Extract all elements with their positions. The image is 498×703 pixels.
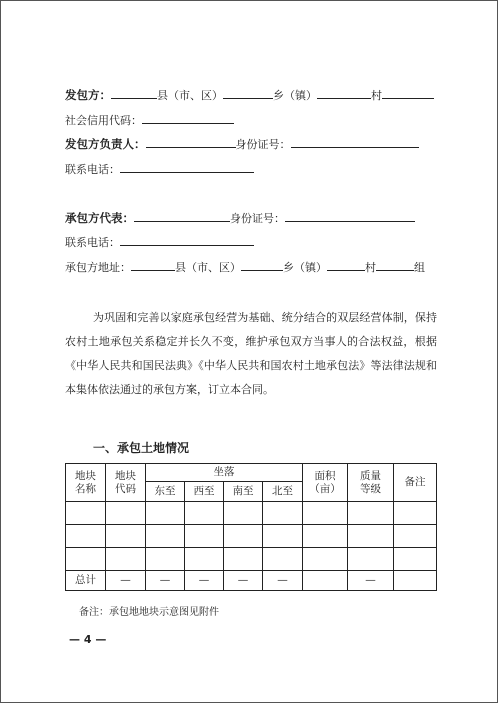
cell[interactable]	[106, 525, 146, 548]
table-row	[66, 525, 437, 548]
table-total-row	[66, 571, 437, 591]
total-dash: —	[106, 571, 146, 591]
cell[interactable]	[146, 548, 185, 571]
page-number: — 4 —	[69, 633, 107, 646]
cell[interactable]	[394, 548, 437, 571]
blank-c-group[interactable]	[376, 259, 414, 271]
blank-c-village[interactable]	[327, 259, 365, 271]
cell[interactable]	[146, 525, 185, 548]
blank-issuer-rep[interactable]	[146, 136, 236, 148]
cell[interactable]	[224, 548, 263, 571]
total-area-cell[interactable]	[303, 571, 348, 591]
cell[interactable]	[66, 502, 106, 525]
issuer-rep-label: 发包方负责人：	[65, 137, 146, 151]
c-group-label: 组	[414, 261, 425, 274]
c-county-label: 县（市、区）	[175, 261, 241, 274]
table-row	[66, 548, 437, 571]
contractor-phone-label: 联系电话：	[65, 236, 120, 249]
cell[interactable]	[185, 525, 224, 548]
blank-credit-code[interactable]	[142, 112, 234, 124]
cell[interactable]	[263, 525, 303, 548]
blank-c-township[interactable]	[241, 259, 283, 271]
cell[interactable]	[224, 525, 263, 548]
cell[interactable]	[146, 502, 185, 525]
blank-township[interactable]	[223, 87, 273, 99]
cell[interactable]	[303, 525, 348, 548]
village-label: 村	[371, 89, 382, 102]
blank-issuer-id[interactable]	[291, 136, 419, 148]
issuer-label: 发包方：	[65, 88, 111, 102]
section-title: 一、承包土地情况	[93, 441, 190, 455]
blank-contractor-id[interactable]	[285, 210, 415, 222]
cell[interactable]	[224, 502, 263, 525]
cell[interactable]	[106, 548, 146, 571]
total-dash: —	[224, 571, 263, 591]
header-west: 西至	[185, 482, 224, 502]
blank-contractor-phone[interactable]	[120, 234, 254, 246]
header-location: 坐落	[146, 464, 303, 482]
cell[interactable]	[185, 502, 224, 525]
header-plot-code: 地块代码	[106, 464, 146, 502]
issuer-address-line	[65, 87, 434, 103]
header-quality: 质量等级	[348, 464, 394, 502]
cell[interactable]	[66, 548, 106, 571]
issuer-phone-line	[65, 161, 254, 177]
intro-paragraph: 为巩固和完善以家庭承包经营为基础、统分结合的双层经营体制，保持农村土地承包关系稳定并长久不变，维护承包双方当事人的合法权益，根据《中华人民共和国民法典》《中华人民共和国农村土地承包法》等法律法规和本集体依法通过的承包方案，订立本合同。	[65, 311, 437, 396]
contractor-address-label: 承包方地址：	[65, 261, 131, 274]
cell[interactable]	[348, 525, 394, 548]
cell[interactable]	[394, 525, 437, 548]
total-dash: —	[146, 571, 185, 591]
county-label: 县（市、区）	[157, 89, 223, 102]
header-north: 北至	[263, 482, 303, 502]
blank-contractor-rep[interactable]	[134, 210, 230, 222]
contractor-rep-label: 承包方代表：	[65, 211, 134, 225]
cell[interactable]	[348, 502, 394, 525]
cell[interactable]	[394, 502, 437, 525]
blank-issuer-phone[interactable]	[120, 161, 254, 173]
township-label: 乡（镇）	[273, 89, 317, 102]
issuer-rep-line	[65, 136, 419, 152]
c-township-label: 乡（镇）	[283, 261, 327, 274]
land-table	[65, 463, 437, 591]
total-dash: —	[185, 571, 224, 591]
credit-code-label: 社会信用代码：	[65, 114, 142, 127]
cell[interactable]	[303, 502, 348, 525]
header-plot-name: 地块名称	[66, 464, 106, 502]
cell[interactable]	[263, 502, 303, 525]
cell[interactable]	[348, 548, 394, 571]
header-area: 面积（亩）	[303, 464, 348, 502]
cell[interactable]	[263, 548, 303, 571]
header-south: 南至	[224, 482, 263, 502]
total-dash: —	[263, 571, 303, 591]
issuer-id-label: 身份证号：	[235, 138, 291, 151]
blank-c-county[interactable]	[131, 259, 175, 271]
contractor-address-line	[65, 259, 425, 275]
contractor-rep-line	[65, 210, 415, 226]
c-village-label: 村	[365, 261, 376, 274]
blank-village[interactable]	[317, 87, 371, 99]
contractor-id-label: 身份证号：	[230, 212, 285, 225]
cell[interactable]	[303, 548, 348, 571]
table-note: 备注：承包地地块示意图见附件	[79, 607, 219, 618]
cell[interactable]	[106, 502, 146, 525]
cell[interactable]	[66, 525, 106, 548]
header-east: 东至	[146, 482, 185, 502]
header-remark: 备注	[394, 464, 437, 502]
cell[interactable]	[185, 548, 224, 571]
table-row	[66, 502, 437, 525]
table-header-row	[66, 464, 437, 482]
blank-village-name[interactable]	[382, 87, 434, 99]
total-remark-cell[interactable]	[394, 571, 437, 591]
blank-county[interactable]	[111, 87, 157, 99]
total-dash: —	[348, 571, 394, 591]
issuer-phone-label: 联系电话：	[65, 163, 120, 176]
total-label: 总计	[66, 571, 106, 591]
credit-code-line	[65, 112, 234, 128]
contractor-phone-line	[65, 234, 254, 250]
